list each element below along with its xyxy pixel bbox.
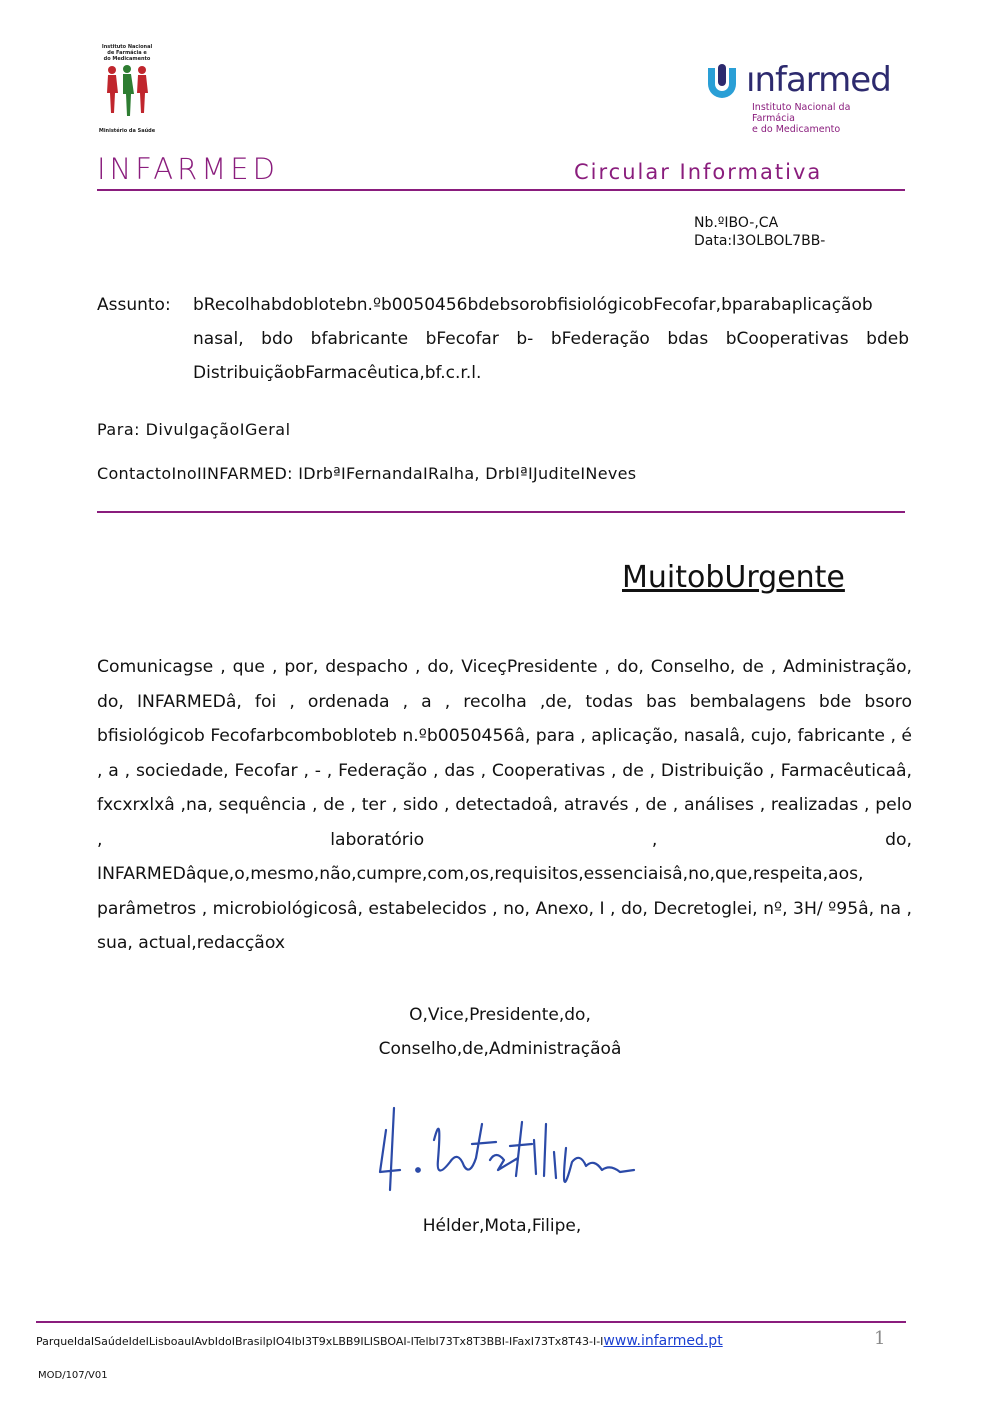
urgency-heading: MuitobUrgente [622, 560, 845, 595]
contact-line: ContactoInoIINFARMED: IDrbªIFernandaIRalha, DrbIªIJuditeINeves [97, 464, 637, 483]
body-paragraph: Comunicagse , que , por, despacho , do, ViceçPresidente , do, Conselho, de , Administração, do, INFARMEDâ, foi , ordenada , a , recolha ,de, todas bas bembalagens bde bsoro bfisiológicob Fecofarbcombobloteb n.ºb0050456â, para , aplicação, nasalâ, cujo, fabricante , é , a , sociedade, Fecofar , - , Federação , das , Cooperativas , de , Distribuição , Farmacêuticaâ, fxcxrxlxâ ,na, sequência , de , ter , sido , detectadoâ, através , de , análises , realizadas , pelo , laboratório , do, INFARMEDâque,o,mesmo,não,cumpre,com,os,requisitos,essenciaisâ,no,que,respeita,aos, parâmetros , microbiológicosâ, estabelecidos , no, Anexo, I , do, Decretoglei, nº, 3H/ º95â, na , sua, actual,redacçãox [97, 657, 912, 953]
figures-emblem-icon [100, 64, 154, 124]
handwritten-signature [372, 1100, 642, 1210]
tagline-line1: Instituto Nacional da Farmácia [752, 102, 851, 124]
footer-divider [36, 1321, 906, 1323]
signatory-role-line1: O,Vice,Presidente,do, [409, 1005, 591, 1025]
ministry-logo-line2: de Farmácia e [107, 50, 147, 56]
footer-address [36, 1333, 723, 1349]
website-link[interactable]: www.infarmed.pt [603, 1333, 723, 1349]
form-code: MOD/107/V01 [38, 1370, 108, 1381]
footer-address-text: ParqueIdaISaúdeIdeILisboauIAvbIdoIBrasilpIO4IbI3T9xLBB9ILISBOAI-ITelbI73Tx8T3BBI-IFaxI73Tx8T43-I-I [36, 1335, 604, 1348]
signatory-role [0, 998, 1000, 1066]
document-type-title: Circular Informativa [574, 160, 823, 184]
signatory-role-line2: Conselho,de,Administraçãoâ [378, 1039, 622, 1059]
subject-label: Assunto: [97, 295, 171, 315]
ministry-logo [96, 44, 158, 136]
infarmed-drop-icon [702, 64, 742, 108]
signatory-name: Hélder,Mota,Filipe, [422, 1216, 582, 1236]
header-divider [97, 189, 905, 191]
subject-text: bRecolhabdoblotebn.ºb0050456bdebsorobfisiológicobFecofar,bparabaplicaçãob nasal, bdo bfabricante bFecofar b- bFederação bdas bCooperativas bdeb DistribuiçãobFarmacêutica,bf.c.r.l. [193, 295, 909, 383]
tagline-line2: e do Medicamento [752, 124, 841, 135]
recipients-line: Para: DivulgaçãoIGeral [97, 420, 291, 439]
infarmed-wordmark: ınfarmed [746, 60, 891, 100]
circular-number: Nb.ºIBO-,CA [694, 215, 779, 231]
infarmed-tagline [752, 102, 892, 135]
ministry-logo-bottom: Ministério da Saúde [98, 128, 156, 134]
header-title: INFARMED [97, 152, 279, 186]
ministry-logo-line3: do Medicamento [103, 56, 151, 62]
section-divider [97, 511, 905, 513]
ministry-logo-line1: Instituto Nacional [101, 44, 153, 50]
circular-date: Data:I3OLBOL7BB- [694, 233, 826, 249]
page-number: 1 [874, 1328, 886, 1349]
infarmed-logo [702, 60, 892, 135]
circular-meta [694, 214, 825, 250]
